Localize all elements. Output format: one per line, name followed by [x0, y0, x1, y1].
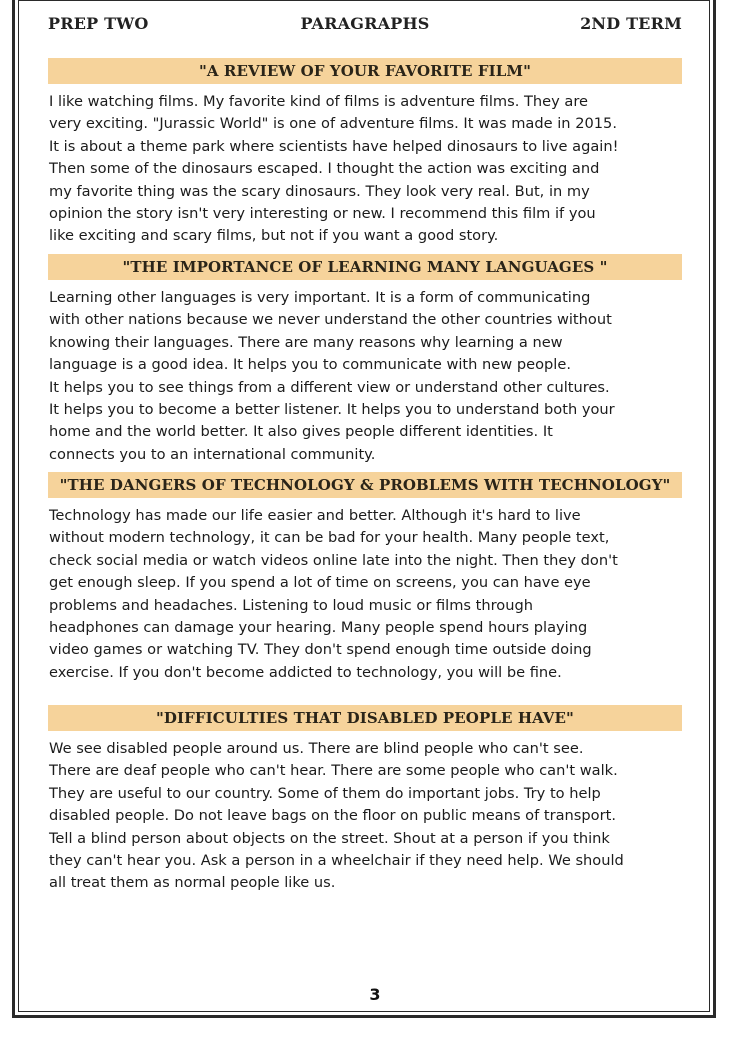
section-dangers-of-technology — [48, 472, 682, 684]
paragraph-line: Then some of the dinosaurs escaped. I thought the action was exciting and — [49, 160, 600, 178]
paragraph-line: exercise. If you don't become addicted to technology, you will be fine. — [49, 663, 562, 681]
section-paragraph — [48, 287, 682, 466]
paragraph-line: language is a good idea. It helps you to communicate with new people. — [49, 356, 571, 374]
section-heading: "THE IMPORTANCE OF LEARNING MANY LANGUAGES " — [48, 254, 682, 280]
paragraph-line: We see disabled people around us. There are blind people who can't see. — [49, 740, 584, 757]
paragraph-line: get enough sleep. If you spend a lot of time on screens, you can have eye — [49, 574, 591, 592]
header-grade: PREP TWO — [48, 14, 149, 33]
paragraph-line: video games or watching TV. They don't spend enough time outside doing — [49, 641, 592, 659]
section-heading: "THE DANGERS OF TECHNOLOGY & PROBLEMS WITH TECHNOLOGY" — [48, 472, 682, 498]
header-term: 2ND TERM — [580, 14, 682, 33]
paragraph-line: disabled people. Do not leave bags on the floor on public means of transport. — [49, 807, 616, 825]
paragraph-line: problems and headaches. Listening to loud music or films through — [49, 596, 534, 614]
paragraph-line: like exciting and scary films, but not if you want a good story. — [49, 227, 499, 245]
paragraph-line: they can't hear you. Ask a person in a wheelchair if they need help. We should — [49, 852, 624, 870]
section-paragraph — [48, 91, 682, 248]
paragraph-line: very exciting. "Jurassic World" is one of adventure films. It was made in 2015. — [49, 115, 617, 133]
paragraph-line: It helps you to see things from a different view or understand other cultures. — [49, 378, 610, 396]
page-number: 3 — [369, 985, 381, 1004]
paragraph-line: knowing their languages. There are many reasons why learning a new — [49, 333, 563, 351]
paragraph-line: my favorite thing was the scary dinosaurs. They look very real. But, in my — [49, 182, 590, 200]
paragraph-line: without modern technology, it can be bad for your health. Many people text, — [49, 529, 610, 547]
paragraph-line: It helps you to become a better listener. It helps you to understand both your — [49, 401, 615, 419]
section-learning-languages — [48, 254, 682, 466]
paragraph-line: I like watching films. My favorite kind of films is adventure films. They are — [49, 93, 588, 110]
paragraph-line: headphones can damage your hearing. Many people spend hours playing — [49, 619, 588, 637]
section-heading: "DIFFICULTIES THAT DISABLED PEOPLE HAVE" — [48, 705, 682, 731]
paragraph-line: Tell a blind person about objects on the street. Shout at a person if you think — [49, 829, 610, 847]
paragraph-line: There are deaf people who can't hear. There are some people who can't walk. — [49, 762, 618, 780]
section-paragraph — [48, 505, 682, 684]
section-disabled-people — [48, 705, 682, 895]
section-paragraph — [48, 738, 682, 895]
paragraph-line: It is about a theme park where scientists have helped dinosaurs to live again! — [49, 137, 619, 155]
paragraph-line: connects you to an international community. — [49, 445, 376, 463]
paragraph-line: with other nations because we never understand the other countries without — [49, 311, 612, 329]
page-header — [48, 14, 682, 36]
section-heading: "A REVIEW OF YOUR FAVORITE FILM" — [48, 58, 682, 84]
header-subject: PARAGRAPHS — [300, 14, 430, 33]
paragraph-line: check social media or watch videos online late into the night. Then they don't — [49, 551, 618, 569]
paragraph-line: They are useful to our country. Some of them do important jobs. Try to help — [49, 784, 601, 802]
section-favorite-film — [48, 58, 682, 248]
paragraph-line: home and the world better. It also gives people different identities. It — [49, 423, 553, 441]
paragraph-line: Technology has made our life easier and better. Although it's hard to live — [49, 507, 581, 524]
paragraph-line: Learning other languages is very important. It is a form of communicating — [49, 289, 591, 306]
paragraph-line: opinion the story isn't very interesting or new. I recommend this film if you — [49, 205, 596, 223]
paragraph-line: all treat them as normal people like us. — [49, 874, 336, 892]
